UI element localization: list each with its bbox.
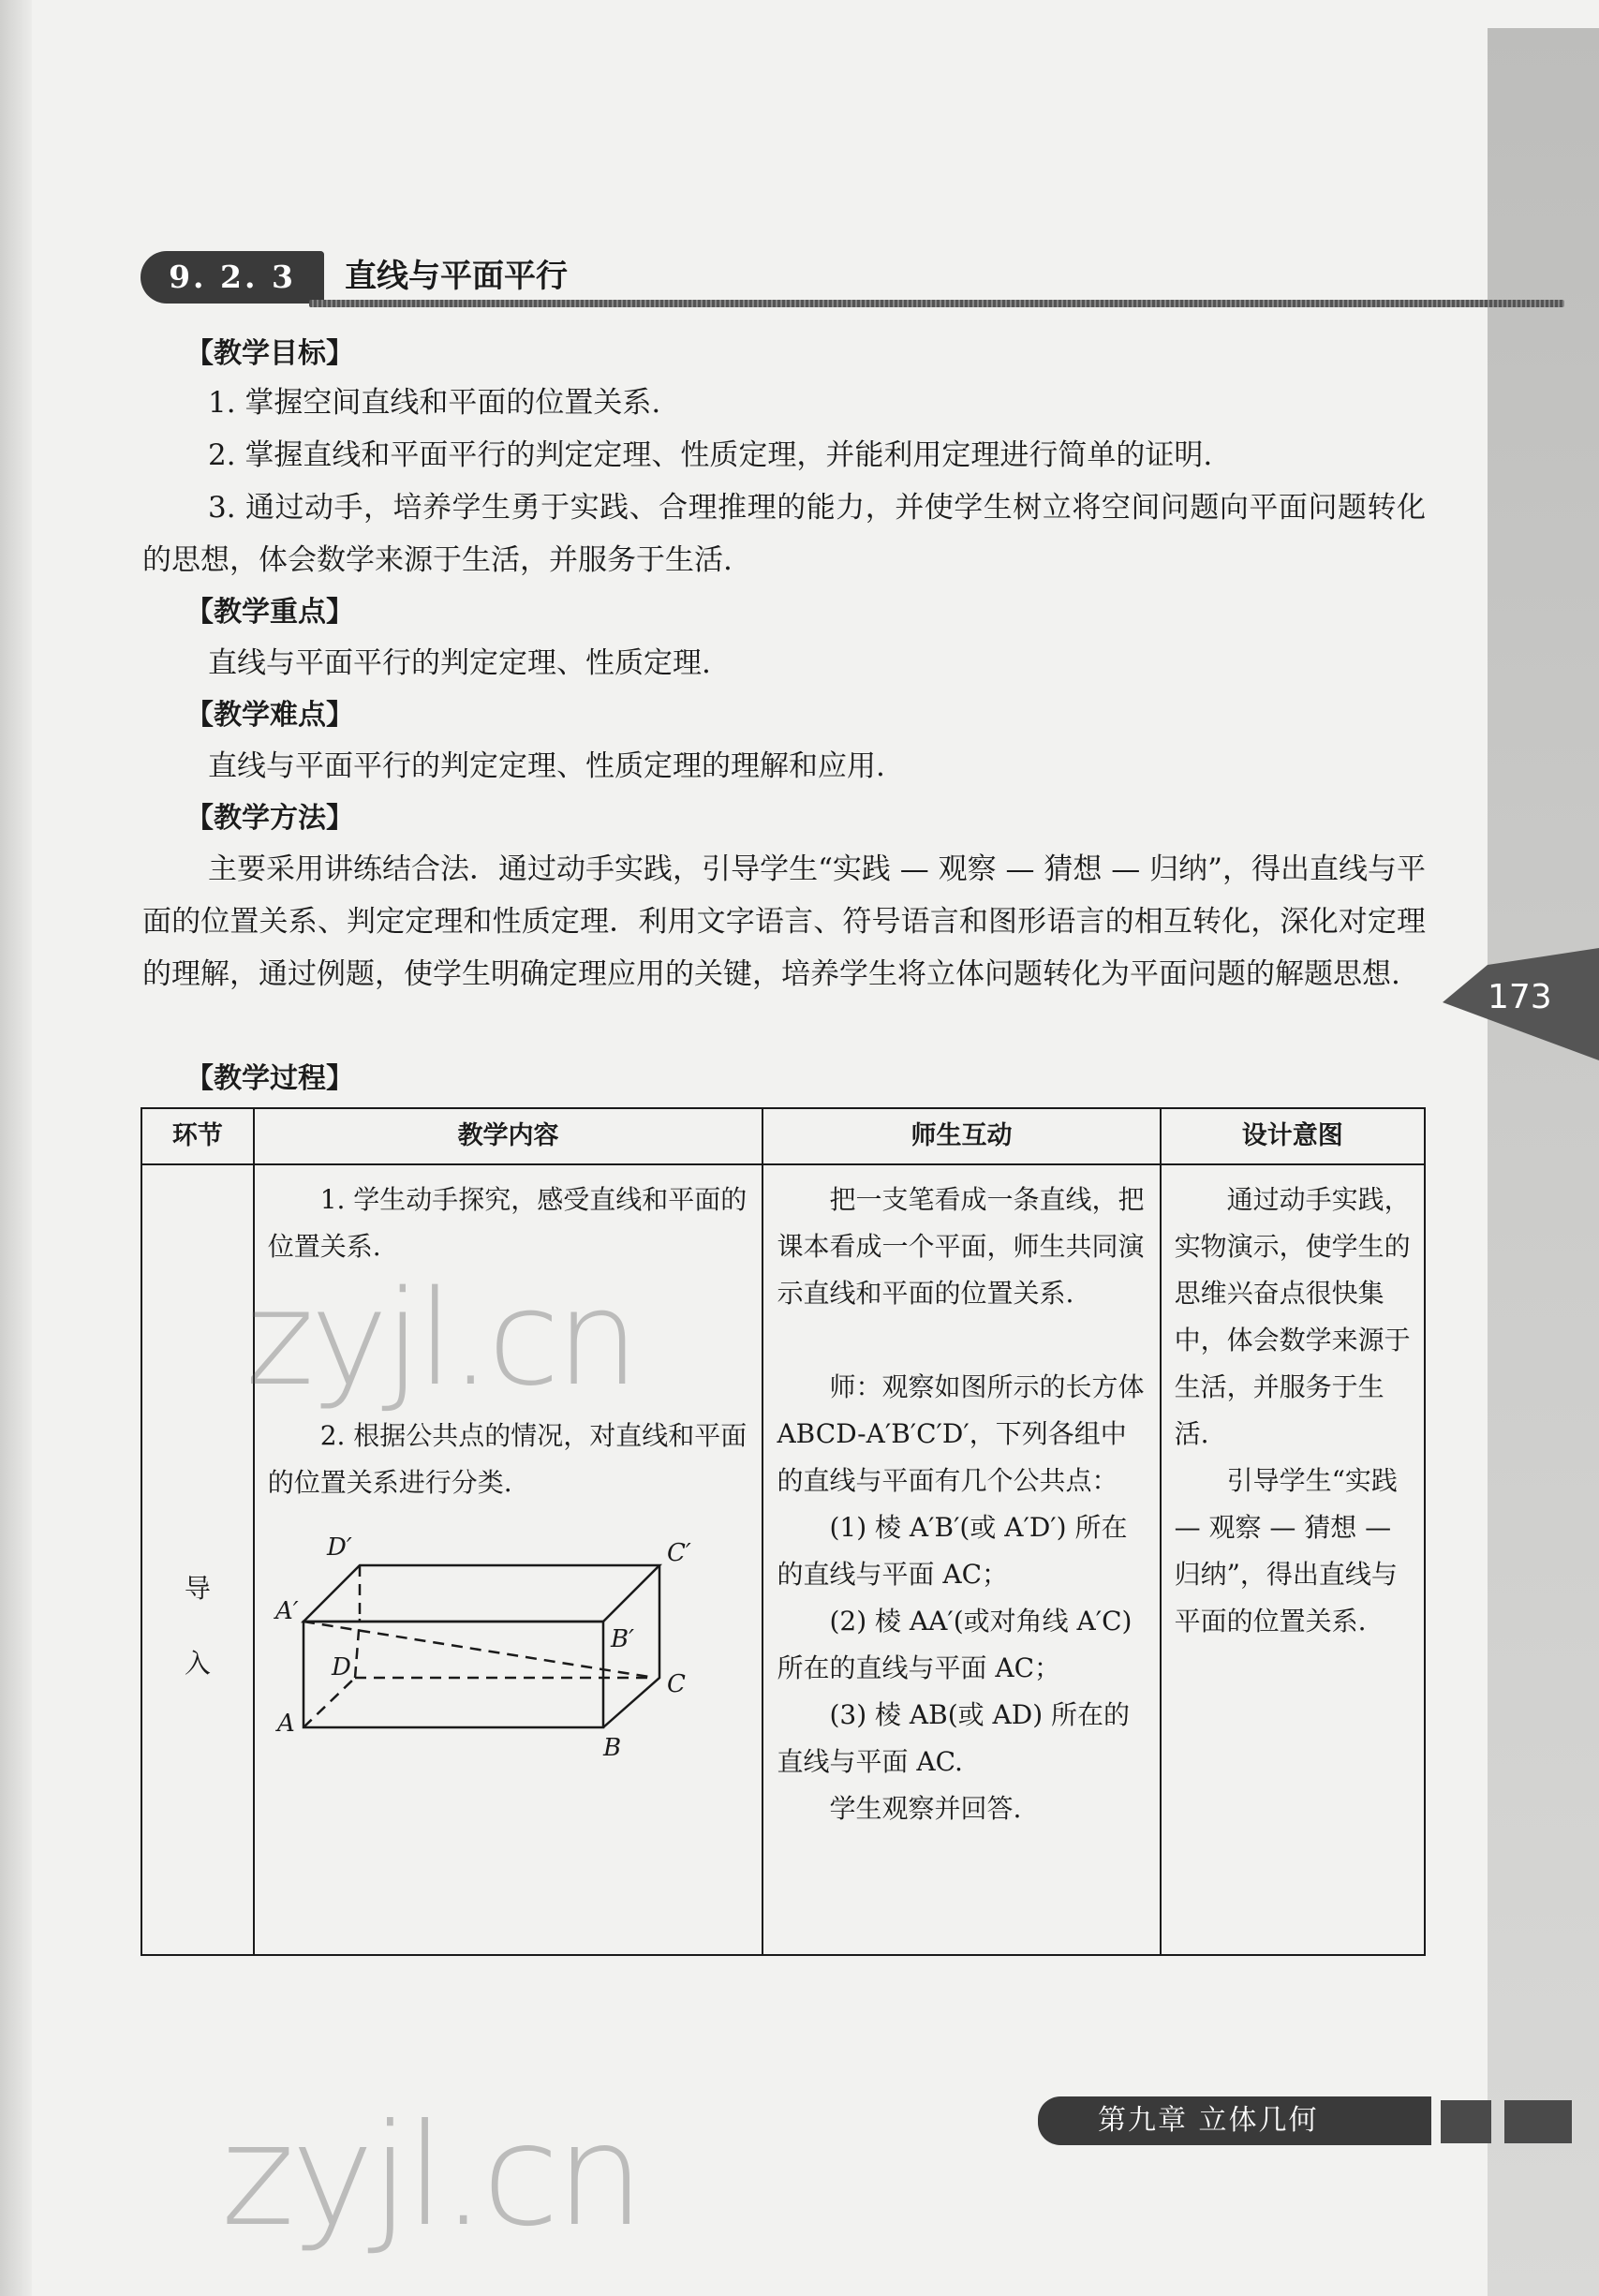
section-number: 9. 2. 3 <box>141 251 324 304</box>
page-number: 173 <box>1488 978 1552 1016</box>
vertex-label: D <box>331 1653 351 1681</box>
chapter-footer-text: 第九章 立体几何 <box>1098 2104 1319 2137</box>
watermark: zyjl.cn <box>221 2095 642 2258</box>
key-points-heading: 【教学重点】 <box>185 596 354 629</box>
vertex-label: D′ <box>326 1533 352 1562</box>
margin-band <box>1488 28 1599 2296</box>
cuboid-figure <box>274 1514 749 1762</box>
stage-char: 导 <box>184 1573 211 1604</box>
watermark: zyjl.cn <box>245 1263 636 1415</box>
intent-item: 通过动手实践，实物演示，使学生的思维兴奋点很快集中，体会数学来源于生活，并服务于生活. <box>1174 1184 1411 1449</box>
methods-heading: 【教学方法】 <box>185 802 354 835</box>
vertex-label: A′ <box>274 1597 299 1625</box>
content-item: 2. 根据公共点的情况，对直线和平面的位置关系进行分类. <box>267 1420 748 1498</box>
page-gutter <box>0 0 32 2296</box>
section-rule <box>309 300 1564 307</box>
process-heading: 【教学过程】 <box>185 1062 354 1095</box>
column-header: 环节 <box>141 1108 254 1164</box>
objective-item: 2. 掌握直线和平面平行的判定定理、性质定理，并能利用定理进行简单的证明. <box>208 438 1213 472</box>
interaction-item: (3) 棱 AB(或 AD) 所在的直线与平面 AC. <box>777 1699 1131 1777</box>
vertex-label: C <box>666 1670 686 1698</box>
vertex-label: B′ <box>610 1625 634 1653</box>
vertex-label: C′ <box>666 1539 691 1567</box>
top-face <box>304 1565 659 1622</box>
difficulties-heading: 【教学难点】 <box>185 699 354 732</box>
interaction-cell <box>762 1164 1160 1955</box>
objective-item: 3. 通过动手，培养学生勇于实践、合理推理的能力，并使学生树立将空间问题向平面问题转化的思想，体会数学来源于生活，并服务于生活. <box>142 491 1426 577</box>
process-table <box>141 1107 1426 1956</box>
interaction-item: (2) 棱 AA′(或对角线 A′C) 所在的直线与平面 AC； <box>777 1606 1133 1683</box>
column-header: 教学内容 <box>254 1108 763 1164</box>
difficulties-text: 直线与平面平行的判定定理、性质定理的理解和应用. <box>208 749 885 783</box>
key-points-text: 直线与平面平行的判定定理、性质定理. <box>208 646 711 680</box>
section-header <box>141 247 1424 307</box>
interaction-item: 把一支笔看成一条直线，把课本看成一个平面，师生共同演示直线和平面的位置关系. <box>777 1184 1145 1309</box>
interaction-item: 师：观察如图所示的长方体 ABCD-A′B′C′D′，下列各组中的直线与平面有几个公共点： <box>777 1371 1145 1496</box>
interaction-item: 学生观察并回答. <box>829 1793 1022 1824</box>
stage-char: 入 <box>184 1648 211 1679</box>
section-title: 直线与平面平行 <box>345 258 568 295</box>
edge-AD-bottom <box>304 1678 355 1727</box>
vertex-label: B <box>602 1734 621 1762</box>
column-header: 设计意图 <box>1161 1108 1425 1164</box>
vertex-label: A <box>276 1710 295 1738</box>
column-header: 师生互动 <box>762 1108 1160 1164</box>
objectives-heading: 【教学目标】 <box>185 337 354 370</box>
footer-block <box>1504 2100 1572 2143</box>
content-item: 1. 学生动手探究，感受直线和平面的位置关系. <box>267 1184 748 1262</box>
edge-AD <box>355 1619 360 1678</box>
objective-item: 1. 掌握空间直线和平面的位置关系. <box>208 386 661 420</box>
table-header-row <box>141 1108 1425 1164</box>
methods-text: 主要采用讲练结合法．通过动手实践，引导学生“实践 — 观察 — 猜想 — 归纳”，得出直线与平面的位置关系、判定定理和性质定理．利用文字语言、符号语言和图形语言的相互转化，深化对定理的理解，通过例题，使学生明确定理应用的关键，培养学生将立体问题转化为平面问题的解题思想. <box>142 852 1426 991</box>
interaction-item: (1) 棱 A′B′(或 A′D′) 所在的直线与平面 AC； <box>777 1512 1128 1590</box>
footer-block <box>1441 2100 1491 2143</box>
intent-cell <box>1161 1164 1425 1955</box>
intent-item: 引导学生“实践 — 观察 — 猜想 — 归纳”，得出直线与平面的位置关系. <box>1174 1465 1398 1637</box>
stage-cell <box>141 1164 254 1955</box>
